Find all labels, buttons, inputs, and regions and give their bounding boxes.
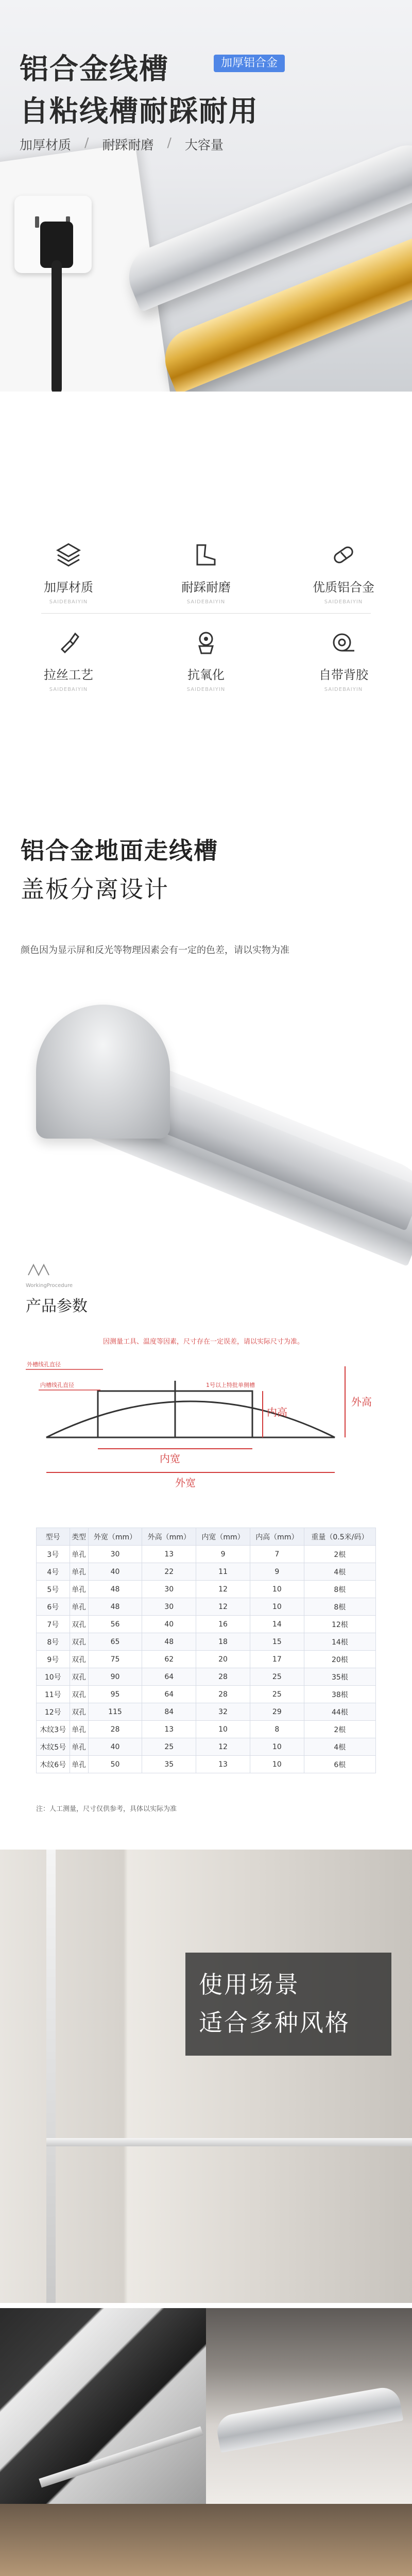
table-cell: 22 [142, 1563, 196, 1581]
table-note: 注：人工测量，尺寸仅供参考，具体以实际为准 [36, 1805, 177, 1813]
table-cell: 65 [88, 1633, 142, 1651]
table-cell: 单孔 [70, 1721, 88, 1738]
table-cell: 44根 [304, 1703, 375, 1721]
scene-caption-box [185, 1953, 391, 2056]
table-cell: 7号 [37, 1616, 70, 1633]
params-title: 产品参数 [26, 1297, 88, 1315]
table-cell: 75 [88, 1651, 142, 1668]
table-cell: 单孔 [70, 1598, 88, 1616]
table-cell: 7 [250, 1546, 304, 1563]
table-cell: 双孔 [70, 1686, 88, 1703]
table-header: 型号 [37, 1528, 70, 1546]
table-row [37, 1721, 376, 1738]
special-hole-label: 1号以上特批单侧槽 [206, 1382, 255, 1388]
table-cell: 64 [142, 1668, 196, 1686]
vertical-channel-image [46, 1850, 56, 2303]
table-cell: 14 [250, 1616, 304, 1633]
table-cell: 9 [250, 1563, 304, 1581]
feature-item [138, 629, 274, 692]
feature-small: SAIDEBAIYIN [49, 599, 88, 605]
table-cell: 29 [250, 1703, 304, 1721]
tape-icon [330, 629, 357, 656]
table-header: 类型 [70, 1528, 88, 1546]
table-cell: 62 [142, 1651, 196, 1668]
table-cell: 11 [196, 1563, 250, 1581]
table-cell: 5号 [37, 1581, 70, 1598]
outer-width-label: 外宽 [175, 1477, 196, 1489]
feature-label: 加厚材质 [44, 580, 93, 595]
table-cell: 115 [88, 1703, 142, 1721]
hero-subtitle: 自粘线槽耐踩耐用 [20, 95, 259, 128]
table-cell: 10 [250, 1581, 304, 1598]
table-cell: 56 [88, 1616, 142, 1633]
table-cell: 单孔 [70, 1581, 88, 1598]
table-cell: 35根 [304, 1668, 375, 1686]
table-cell: 30 [142, 1598, 196, 1616]
outer-height-label: 外高 [351, 1396, 372, 1408]
feature-item [275, 629, 412, 692]
table-cell: 双孔 [70, 1703, 88, 1721]
table-cell: 双孔 [70, 1616, 88, 1633]
inner-height-label: 内高 [267, 1406, 287, 1418]
table-cell: 17 [250, 1651, 304, 1668]
scene-caption-line2: 适合多种风格 [199, 2009, 350, 2037]
table-cell: 84 [142, 1703, 196, 1721]
feature-small: SAIDEBAIYIN [49, 687, 88, 692]
table-header: 外宽（mm） [88, 1528, 142, 1546]
table-row [37, 1668, 376, 1686]
marble-doorway-photo [0, 2308, 206, 2504]
table-cell: 35 [142, 1756, 196, 1773]
brush-icon [55, 629, 82, 656]
wall-scene-photo [0, 1850, 412, 2303]
table-cell: 6号 [37, 1598, 70, 1616]
footprint-icon [192, 541, 220, 569]
capsule-icon [330, 541, 357, 569]
table-row [37, 1598, 376, 1616]
table-cell: 30 [88, 1546, 142, 1563]
table-cell: 4号 [37, 1563, 70, 1581]
table-header: 内宽（mm） [196, 1528, 250, 1546]
table-cell: 30 [142, 1581, 196, 1598]
table-cell: 95 [88, 1686, 142, 1703]
table-cell: 40 [88, 1738, 142, 1756]
separator: / [84, 135, 89, 150]
params-small-label: WorkingProcedure [26, 1283, 73, 1289]
table-row [37, 1581, 376, 1598]
table-header-row [37, 1528, 376, 1546]
table-cell: 25 [250, 1686, 304, 1703]
table-cell: 双孔 [70, 1651, 88, 1668]
oxidation-icon [192, 629, 220, 656]
table-cell: 9号 [37, 1651, 70, 1668]
channel-end-image [36, 1005, 170, 1139]
feature-grid [0, 510, 412, 726]
table-row [37, 1633, 376, 1651]
separator: / [167, 135, 171, 150]
hero-feature: 加厚材质 [20, 138, 72, 152]
table-cell: 25 [142, 1738, 196, 1756]
table-cell: 2根 [304, 1721, 375, 1738]
table-cell: 12 [196, 1738, 250, 1756]
table-cell: 8根 [304, 1581, 375, 1598]
table-cell: 木纹3号 [37, 1721, 70, 1738]
table-header: 外高（mm） [142, 1528, 196, 1546]
table-cell: 18 [196, 1633, 250, 1651]
table-cell: 双孔 [70, 1633, 88, 1651]
feature-item [138, 541, 274, 605]
procedure-logo-icon [26, 1262, 52, 1278]
table-row [37, 1563, 376, 1581]
table-cell: 8根 [304, 1598, 375, 1616]
grid-divider [41, 613, 371, 614]
table-row [37, 1616, 376, 1633]
table-cell: 11号 [37, 1686, 70, 1703]
feature-small: SAIDEBAIYIN [324, 599, 363, 605]
table-row [37, 1651, 376, 1668]
layers-icon [55, 541, 82, 569]
table-cell: 28 [196, 1668, 250, 1686]
table-cell: 13 [196, 1756, 250, 1773]
feature-label: 拉丝工艺 [44, 668, 93, 682]
table-cell: 28 [196, 1686, 250, 1703]
table-cell: 10 [250, 1738, 304, 1756]
horizontal-channel-image [46, 2138, 412, 2146]
table-cell: 6根 [304, 1756, 375, 1773]
hero-badge: 加厚铝合金 [214, 55, 285, 72]
wood-floor-photo [0, 2504, 412, 2576]
outer-hole-label: 外槽线孔直径 [27, 1361, 61, 1368]
table-cell: 12 [196, 1581, 250, 1598]
table-cell: 48 [88, 1581, 142, 1598]
table-cell: 12号 [37, 1703, 70, 1721]
table-cell: 32 [196, 1703, 250, 1721]
table-cell: 单孔 [70, 1546, 88, 1563]
table-cell: 38根 [304, 1686, 375, 1703]
table-cell: 15 [250, 1633, 304, 1651]
table-cell: 10号 [37, 1668, 70, 1686]
table-header: 重量（0.5米/码） [304, 1528, 375, 1546]
table-cell: 25 [250, 1668, 304, 1686]
table-cell: 48 [88, 1598, 142, 1616]
dimension-diagram [21, 1329, 391, 1504]
section-subtitle: 盖板分离设计 [21, 875, 169, 903]
feature-item [0, 541, 137, 605]
table-row [37, 1703, 376, 1721]
table-cell: 13 [142, 1721, 196, 1738]
table-row [37, 1546, 376, 1563]
table-cell: 10 [196, 1721, 250, 1738]
table-row [37, 1756, 376, 1773]
table-cell: 12 [196, 1598, 250, 1616]
table-cell: 20根 [304, 1651, 375, 1668]
table-cell: 40 [142, 1616, 196, 1633]
feature-item [275, 541, 412, 605]
table-cell: 10 [250, 1756, 304, 1773]
table-row [37, 1686, 376, 1703]
table-cell: 8 [250, 1721, 304, 1738]
table-cell: 90 [88, 1668, 142, 1686]
table-cell: 单孔 [70, 1563, 88, 1581]
hero-banner [0, 0, 412, 392]
table-cell: 50 [88, 1756, 142, 1773]
color-note: 颜色因为显示屏和反光等物理因素会有一定的色差，请以实物为准 [21, 945, 289, 956]
feature-item [0, 629, 137, 692]
table-cell: 双孔 [70, 1668, 88, 1686]
table-cell: 4根 [304, 1738, 375, 1756]
table-cell: 单孔 [70, 1756, 88, 1773]
hero-title: 铝合金线槽 [20, 53, 169, 86]
feature-label: 优质铝合金 [313, 580, 374, 595]
inner-width-label: 内宽 [160, 1452, 180, 1465]
table-cell: 12根 [304, 1616, 375, 1633]
feature-small: SAIDEBAIYIN [186, 599, 226, 605]
table-cell: 8号 [37, 1633, 70, 1651]
cable-image [52, 260, 62, 392]
section-title: 铝合金地面走线槽 [21, 837, 218, 865]
table-cell: 单孔 [70, 1738, 88, 1756]
scene-caption-line1: 使用场景 [199, 1971, 300, 1998]
table-header: 内高（mm） [250, 1528, 304, 1546]
feature-small: SAIDEBAIYIN [324, 687, 363, 692]
table-cell: 14根 [304, 1633, 375, 1651]
table-cell: 64 [142, 1686, 196, 1703]
hero-feature: 耐踩耐磨 [102, 138, 154, 152]
table-cell: 木纹5号 [37, 1738, 70, 1756]
table-cell: 28 [88, 1721, 142, 1738]
table-cell: 10 [250, 1598, 304, 1616]
table-cell: 48 [142, 1633, 196, 1651]
table-cell: 13 [142, 1546, 196, 1563]
feature-small: SAIDEBAIYIN [186, 687, 226, 692]
table-cell: 4根 [304, 1563, 375, 1581]
feature-label: 耐踩耐磨 [181, 580, 231, 595]
hero-feature: 大容量 [184, 138, 224, 152]
feature-label: 自带背胶 [319, 668, 368, 682]
diagram-notice: 因测量工具、温度等因素，尺寸存在一定误差，请以实际尺寸为准。 [103, 1338, 304, 1346]
table-cell: 40 [88, 1563, 142, 1581]
hero-feature-list [20, 135, 224, 154]
table-cell: 3号 [37, 1546, 70, 1563]
table-cell: 9 [196, 1546, 250, 1563]
table-cell: 木纹6号 [37, 1756, 70, 1773]
table-cell: 20 [196, 1651, 250, 1668]
spec-table [36, 1528, 376, 1773]
table-row [37, 1738, 376, 1756]
inner-hole-label: 内槽线孔直径 [40, 1382, 74, 1388]
table-cell: 16 [196, 1616, 250, 1633]
table-cell: 2根 [304, 1546, 375, 1563]
feature-label: 抗氧化 [187, 668, 225, 682]
